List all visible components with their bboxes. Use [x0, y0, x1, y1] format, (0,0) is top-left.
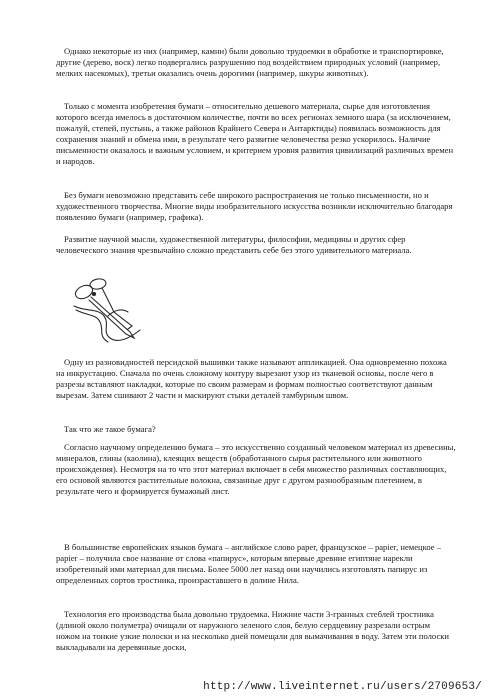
- source-url-watermark: http://www.liveinternet.ru/users/2709653/: [203, 681, 482, 693]
- paragraph-3: Без бумаги невозможно представить себе широкого распространения не только письменности, но и художественного творчества. Многие виды изобразительного искусства возникли исключительно благодаря появлению бумаги (например, графика).: [56, 190, 453, 223]
- paragraph-2: Только с момента изобретения бумаги – относительно дешевого материала, сырье для изготовления которого всегда имелось в достаточном количестве, почти во всех регионах земного шара (за исключением, пожалуй, степей, пустынь, а также районов Крайнего Севера и Антарктиды) появилась возможность для сохранения знаний и обмена ими, в результате чего развитие человечества резко ускорилось. Наличие письменности оказалось и важным условием, и критерием уровня развития цивилизаций различных времен и народов.: [56, 101, 454, 167]
- paragraph-6: Так что же такое бумага?: [64, 424, 156, 434]
- paragraph-9: Технология его производства была довольно трудоемка. Нижние части 3-гранных стеблей тростника (длиной около полуметра) очищали от наружного зеленого слоя, белую сердцевину разрезали острым ножом на тонкие узкие полоски и на несколько дней помещали для вымачивания в воду. Затем эти полоски выкладывали на деревянные доски,: [56, 609, 450, 653]
- paragraph-1: Однако некоторые из них (например, камни) были довольно трудоемки в обработке и транспортировке, другие (дерево, воск) легко подвергались разрушению под воздействием природных условий (например, мелких насекомых), третьи оказались очень дорогими (например, шкуры животных).: [56, 46, 444, 79]
- paragraph-4: Развитие научной мысли, художественной литературы, философии, медицины и других сфер человеческого знания чрезвычайно сложно представить себе без этого удивительного материала.: [56, 234, 412, 256]
- paragraph-8: В большинстве европейских языков бумага – английское слово paper, французское – papier, немецкое – papier – получила свое название от слова «папирус», которым впервые древние египтяне нарекли изобретенный ими материал для письма. Более 5000 лет назад они научились изготовлять папирус из определенных сортов тростника, произраставшего в долине Нила.: [56, 542, 442, 586]
- paragraph-7: Согласно научному определению бумага – это искусственно созданный человеком материал из древесины, минералов, глины (каолина), клеящих веществ (обработанного сырья растительного или животного происхождения). Несмотря на то что этот материал включает в себя множество различных составляющих, его основой являются растительные волокна, связанные друг с другом разнообразным плетением, в результате чего и формируется бумажный лист.: [56, 442, 456, 497]
- paragraph-5: Одну из разновидностей персидской вышивки также называют аппликацией. Она одновременно похожа на инкрустацию. Сначала по очень сложному контуру вырезают узор из тканевой основы, после чего в разрезы вставляют накладки, которые по своим размерам и формам полностью соответствуют данным вырезам. Затем сшивают 2 части и маскируют стыки деталей тамбурным швом.: [56, 357, 447, 401]
- scissors-illustration-icon: [68, 272, 150, 346]
